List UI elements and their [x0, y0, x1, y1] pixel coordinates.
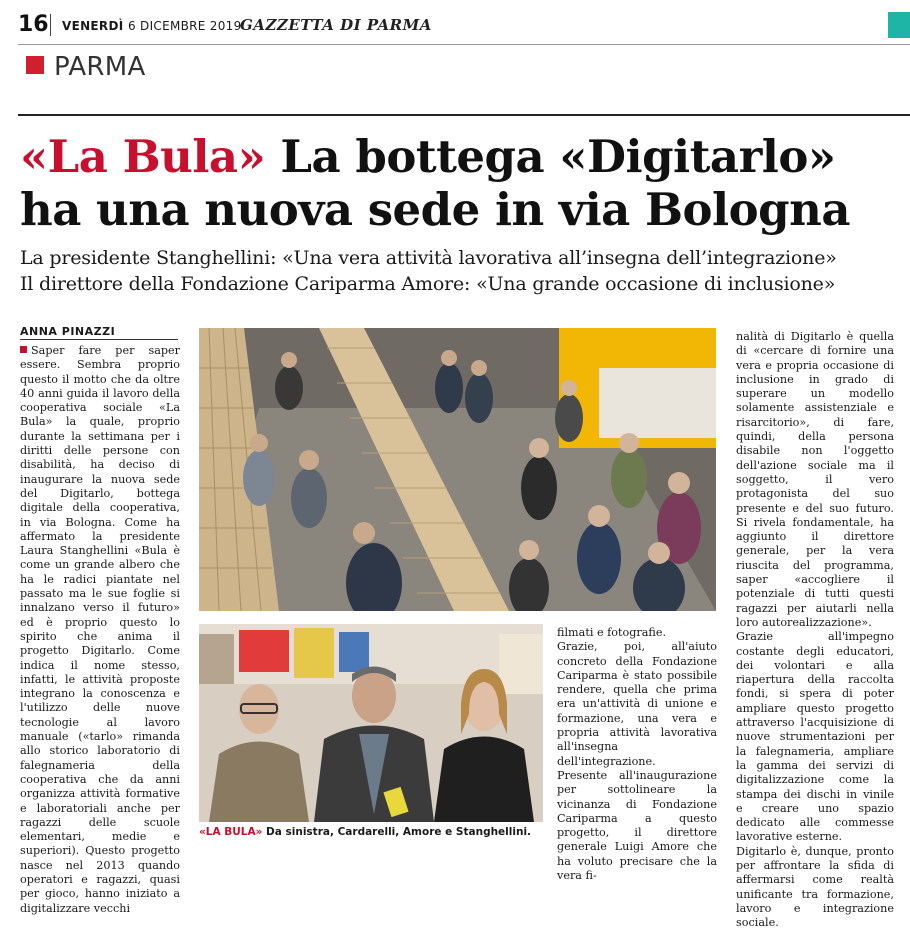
- masthead-divider: [50, 14, 51, 36]
- masthead-date: [62, 19, 242, 33]
- headline-line1: La bottega «Digitarlo»: [265, 130, 836, 183]
- column-3-paragraph: filmati e fotografie.: [557, 626, 667, 639]
- byline-rule: [20, 339, 178, 340]
- subheadline-2: Il direttore della Fondazione Cariparma Amore: «Una grande occasione di inclusione»: [20, 273, 836, 295]
- article-headline: [20, 130, 900, 236]
- article-column-1: [20, 344, 180, 916]
- caption-text: Da sinistra, Cardarelli, Amore e Stanghellini.: [262, 826, 532, 838]
- article-column-4: [736, 330, 894, 930]
- masthead-date-text: 6 DICEMBRE 2019: [127, 19, 242, 33]
- column-3-paragraph: Presente all'inaugurazione per sottolineare la vicinanza di Fondazione Cariparma a questo progetto, il direttore generale Luigi Amore che ha voluto precisare che la vera fi-: [557, 768, 717, 883]
- newspaper-name: GAZZETTA DI PARMA: [240, 16, 432, 34]
- main-photo: [199, 328, 716, 611]
- masthead-rule: [18, 44, 910, 45]
- article-column-3: [557, 626, 717, 883]
- column-3-paragraph: Grazie, poi, all'aiuto concreto della Fondazione Cariparma è stato possibile rendere, quella che prima era un'attività di unione e formazione, una vera e propria attività lavorativa all'insegna dell'integrazione.: [557, 640, 717, 768]
- headline-red-part: «La Bula»: [20, 130, 266, 183]
- column-4-paragraph: Grazie all'impegno costante degli educatori, dei volontari e alla riapertura della raccolta fondi, si spera di poter ampliare questo progetto attraverso l'acquisizione di nuove strumentazioni per la falegnameria, ampliare la gamma dei servizi di digitalizzazione come la stampa dei dischi in vinile e creare uno spazio dedicato alle commesse lavorative esterne.: [736, 630, 894, 844]
- section-marker-icon: [26, 56, 44, 74]
- headline-line2: ha una nuova sede in via Bologna: [20, 183, 850, 236]
- caption-tag: «LA BULA»: [199, 826, 263, 838]
- column-4-paragraph: nalità di Digitarlo è quella di «cercare di fornire una vera e propria occasione di inclusione in grado di superare un modello solamente assistenziale e risarcitorio», di fare, quindi, della persona disabile non l'oggetto dell'azione sociale ma il soggetto, il vero protagonista del suo presente e del suo futuro. Si rivela fondamentale, ha aggiunto il direttore generale, per la vera riuscita del programma, saper «accogliere il potenziale di tutti questi ragazzi per aiutarli nella loro autorealizzazione».: [736, 330, 894, 629]
- masthead-day: VENERDÌ: [62, 19, 124, 33]
- subheadline-1: La presidente Stanghellini: «Una vera attività lavorativa all’insegna dell’integrazione»: [20, 247, 837, 269]
- photo-caption: [199, 826, 549, 838]
- column-4-paragraph: Digitarlo è, dunque, pronto per affrontare la sfida di affermarsi come realtà unificante tra formazione, lavoro e integrazione sociale.: [736, 844, 894, 930]
- lead-square-icon: [20, 346, 27, 353]
- corner-color-tab: [888, 12, 910, 38]
- section-label: PARMA: [54, 52, 146, 82]
- byline: ANNA PINAZZI: [20, 325, 116, 338]
- column-1-text: Saper fare per saper essere. Sembra proprio questo il motto che da oltre 40 anni guida il lavoro della cooperativa sociale «La Bula» la quale, proprio durante la settimana per i diritti delle persone con disabilità, ha deciso di inaugurare la nuova sede del Digitarlo, bottega digitale della cooperativa, in via Bologna. Come ha affermato la presidente Laura Stanghellini «Bula è come un grande albero che ha le radici piantate nel passato ma le sue foglie si innalzano verso il futuro» ed è proprio questo lo spirito che anima il progetto Digitarlo. Come indica il nome stesso, infatti, le attività proposte integrano la conoscenza e l'utilizzo delle nuove tecnologie al lavoro manuale («tarlo» rimanda allo storico laboratorio di falegnameria della cooperativa che da anni organizza attività formative e laboratoriali anche per ragazzi delle scuole elementari, medie e superiori). Questo progetto nasce nel 2013 quando operatori e ragazzi, quasi per gioco, hanno iniziato a digitalizzare vecchi: [20, 344, 180, 915]
- page-number: 16: [18, 12, 49, 37]
- section-rule: [18, 114, 910, 116]
- portrait-photo: [199, 624, 543, 822]
